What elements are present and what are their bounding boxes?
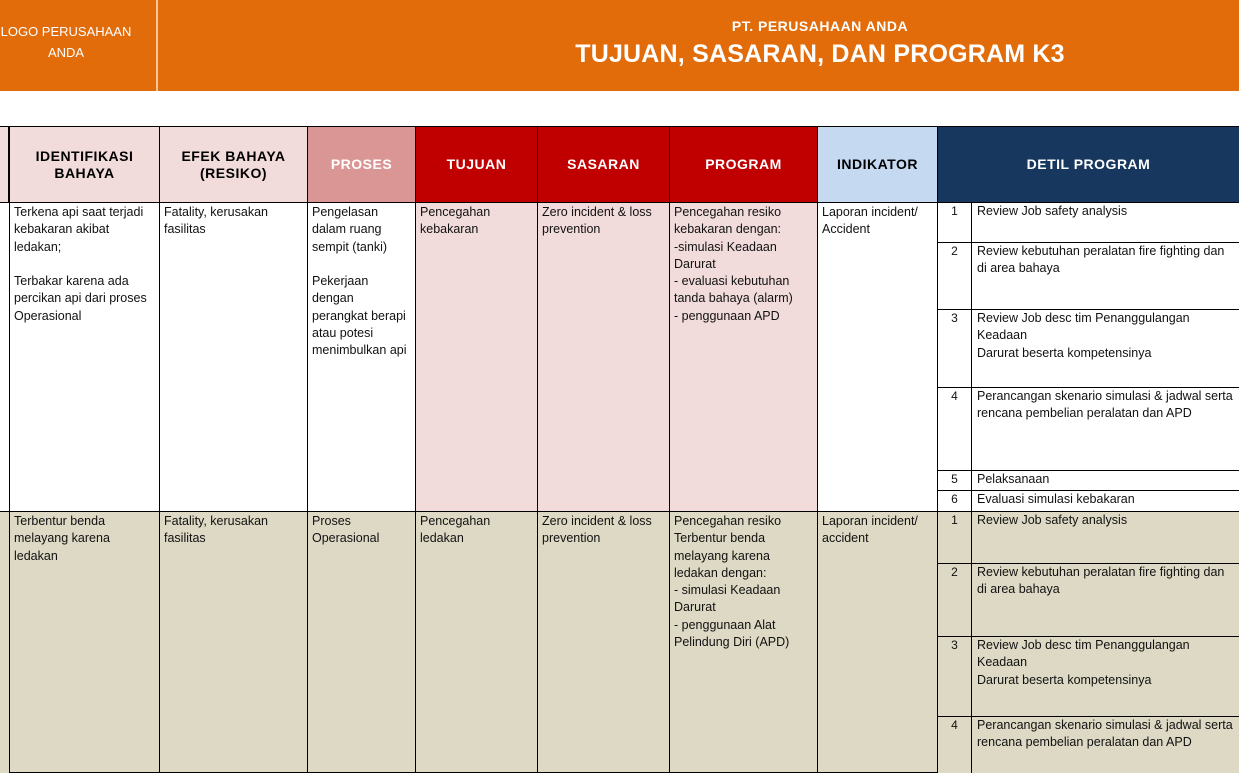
company-name: PT. PERUSAHAAN ANDA: [731, 18, 909, 34]
row2-detail-no: 4: [938, 717, 972, 773]
row1-detail-text: Perancangan skenario simulasi & jadwal serta rencana pembelian peralatan dan APD: [972, 388, 1239, 471]
document-title: TUJUAN, SASARAN, DAN PROGRAM K3: [575, 40, 1065, 68]
row-stub: [0, 203, 10, 512]
col-header-sasaran: SASARAN: [538, 126, 670, 203]
col-header-program: PROGRAM: [670, 126, 818, 203]
col-header-detil-program: DETIL PROGRAM: [938, 126, 1239, 203]
col-header-identifikasi: IDENTIFIKASI BAHAYA: [10, 126, 160, 203]
row-number-column-stub: [0, 126, 10, 203]
row2-detail-no: 3: [938, 637, 972, 717]
row1-detail-text: Review Job safety analysis: [972, 203, 1239, 243]
row2-detail-text: Review kebutuhan peralatan fire fighting dan di area bahaya: [972, 564, 1239, 637]
row1-detail-no: 2: [938, 243, 972, 310]
row2-detail-no: 1: [938, 512, 972, 564]
row1-efek: Fatality, kerusakan fasilitas: [160, 203, 308, 512]
row1-sasaran: Zero incident & loss prevention: [538, 203, 670, 512]
row1-detail-no: 1: [938, 203, 972, 243]
company-logo-placeholder: [0, 0, 158, 91]
row1-detail-no: 5: [938, 471, 972, 491]
row1-detail-no: 3: [938, 310, 972, 388]
row2-indikator: Laporan incident/ accident: [818, 512, 938, 773]
row2-program: Pencegahan resiko Terbentur benda melayang karena ledakan dengan: - simulasi Keadaan Darurat - penggunaan Alat Pelindung Diri (APD): [670, 512, 818, 773]
row1-proses: Pengelasan dalam ruang sempit (tanki) Pekerjaan dengan perangkat berapi atau potesi menimbulkan api: [308, 203, 416, 512]
row1-indikator: Laporan incident/ Accident: [818, 203, 938, 512]
row-stub: [0, 512, 10, 773]
row2-efek: Fatality, kerusakan fasilitas: [160, 512, 308, 773]
row2-sasaran: Zero incident & loss prevention: [538, 512, 670, 773]
col-header-efek: EFEK BAHAYA (RESIKO): [160, 126, 308, 203]
row2-detail-text: Review Job safety analysis: [972, 512, 1239, 564]
row2-detail-text: Review Job desc tim Penanggulangan Keadaan Darurat beserta kompetensinya: [972, 637, 1239, 717]
row1-detail-no: 6: [938, 491, 972, 512]
row2-identifikasi: Terbentur benda melayang karena ledakan: [10, 512, 160, 773]
row1-detail-text: Pelaksanaan: [972, 471, 1239, 491]
row1-identifikasi: Terkena api saat terjadi kebakaran akibat ledakan; Terbakar karena ada percikan api dari proses Operasional: [10, 203, 160, 512]
col-header-proses: PROSES: [308, 126, 416, 203]
row1-program: Pencegahan resiko kebakaran dengan: -simulasi Keadaan Darurat - evaluasi kebutuhan tanda bahaya (alarm) - penggunaan APD: [670, 203, 818, 512]
logo-text: LOGO PERUSAHAAN ANDA: [0, 24, 132, 60]
row2-proses: Proses Operasional: [308, 512, 416, 773]
row2-detail-no: 2: [938, 564, 972, 637]
row1-detail-text: Review kebutuhan peralatan fire fighting dan di area bahaya: [972, 243, 1239, 310]
title-banner: [0, 0, 1239, 91]
row1-detail-text: Evaluasi simulasi kebakaran: [972, 491, 1239, 512]
col-header-tujuan: TUJUAN: [416, 126, 538, 203]
row1-detail-no: 4: [938, 388, 972, 471]
row2-tujuan: Pencegahan ledakan: [416, 512, 538, 773]
col-header-indikator: INDIKATOR: [818, 126, 938, 203]
row1-detail-text: Review Job desc tim Penanggulangan Keadaan Darurat beserta kompetensinya: [972, 310, 1239, 388]
row1-tujuan: Pencegahan kebakaran: [416, 203, 538, 512]
row2-detail-text: Perancangan skenario simulasi & jadwal serta rencana pembelian peralatan dan APD: [972, 717, 1239, 773]
